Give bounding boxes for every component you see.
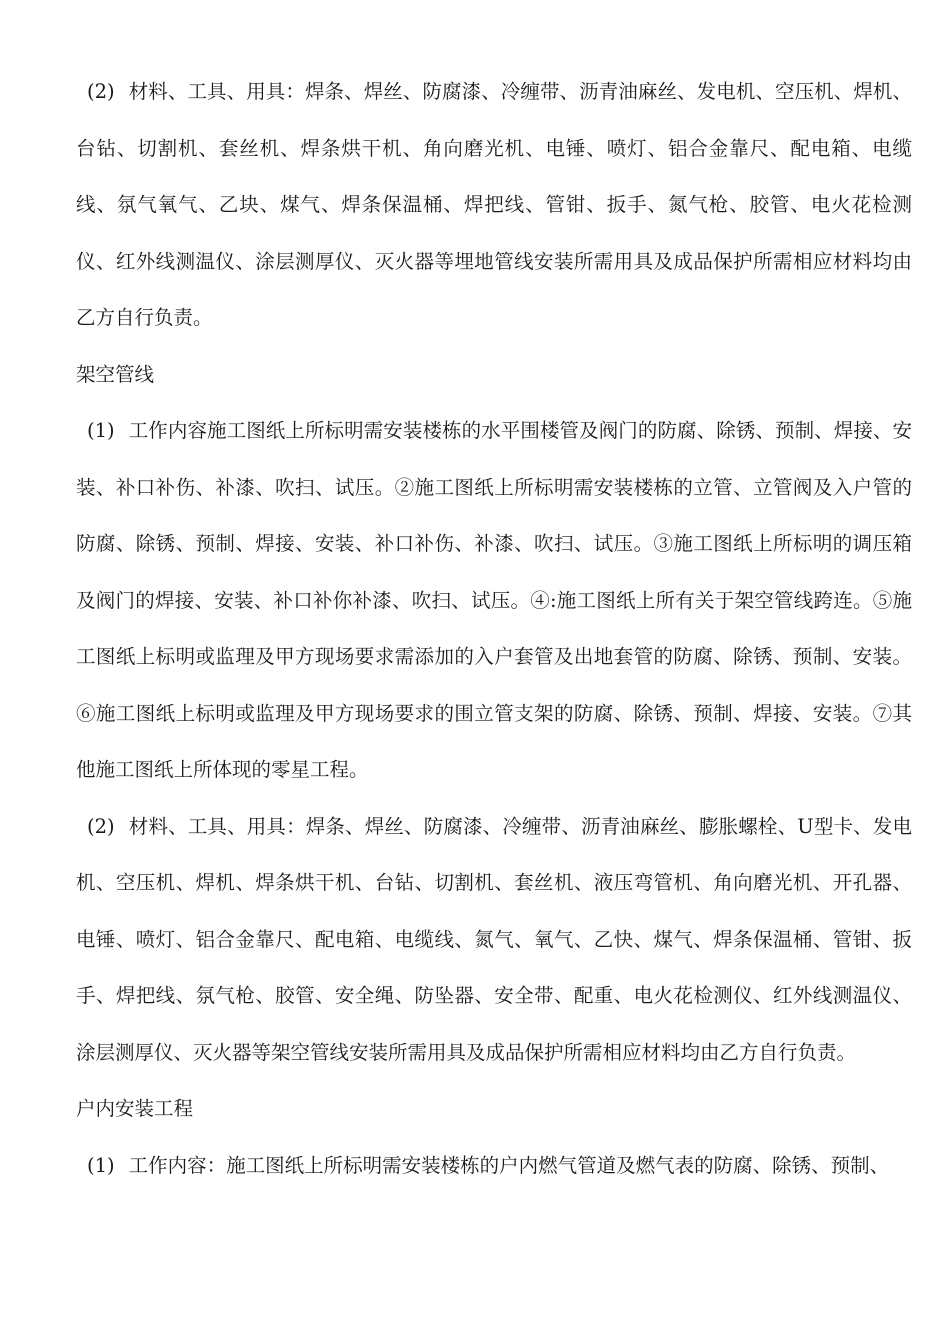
item-number: (2)	[87, 80, 115, 103]
paragraph-work-content-overhead	[76, 403, 912, 799]
paragraph-work-content-indoor	[76, 1138, 912, 1195]
document-page	[76, 64, 912, 1194]
paragraph-materials-overhead	[76, 799, 912, 1082]
paragraph-text: 工作内容施工图纸上所标明需安装楼栋的水平围楼管及阀门的防腐、除锈、预制、焊接、安装、补口补伤、补漆、吹扫、试压。②施工图纸上所标明需安装楼栋的立管、立管阀及入户管的防腐、除锈、预制、焊接、安装、补口补伤、补漆、吹扫、试压。③施工图纸上所标明的调压箱及阀门的焊接、安装、补口补你补漆、吹扫、试压。④:施工图纸上所有关于架空管线跨连。⑤施工图纸上标明或监理及甲方现场要求需添加的入户套管及出地套管的防腐、除锈、预制、安装。⑥施工图纸上标明或监理及甲方现场要求的围立管支架的防腐、除锈、预制、焊接、安装。⑦其他施工图纸上所体现的零星工程。	[76, 419, 912, 781]
item-number: (1)	[87, 1153, 115, 1177]
item-number: (2)	[87, 814, 115, 838]
item-number: (1)	[87, 419, 115, 442]
paragraph-text: 工作内容：施工图纸上所标明需安装楼栋的户内燃气管道及燃气表的防腐、除锈、预制、	[128, 1153, 890, 1177]
paragraph-text: 材料、工具、用具：焊条、焊丝、防腐漆、冷缠带、沥青油麻丝、膨胀螺栓、U型卡、发电机、空压机、焊机、焊条烘干机、台钻、切割机、套丝机、液压弯管机、角向磨光机、开孔器、电锤、喷灯、铝合金靠尺、配电箱、电缆线、氮气、氧气、乙快、煤气、焊条保温桶、管钳、扳手、焊把线、氛气枪、胶管、安全绳、防坠器、安全带、配重、电火花检测仪、红外线测温仪、涂层测厚仪、灭火器等架空管线安装所需用具及成品保护所需相应材料均由乙方自行负责。	[76, 814, 912, 1064]
section-heading-indoor-installation: 户内安装工程	[76, 1097, 194, 1120]
paragraph-text: 材料、工具、用具：焊条、焊丝、防腐漆、冷缠带、沥青油麻丝、发电机、空压机、焊机、台钻、切割机、套丝机、焊条烘干机、角向磨光机、电锤、喷灯、铝合金靠尺、配电箱、电缆线、氛气氧气、乙块、煤气、焊条保温桶、焊把线、管钳、扳手、氮气枪、胶管、电火花检测仪、红外线测温仪、涂层测厚仪、灭火器等埋地管线安装所需用具及成品保护所需相应材料均由乙方自行负责。	[76, 80, 912, 329]
paragraph-materials-buried	[76, 64, 912, 347]
section-heading-overhead-pipeline: 架空管线	[76, 362, 155, 386]
